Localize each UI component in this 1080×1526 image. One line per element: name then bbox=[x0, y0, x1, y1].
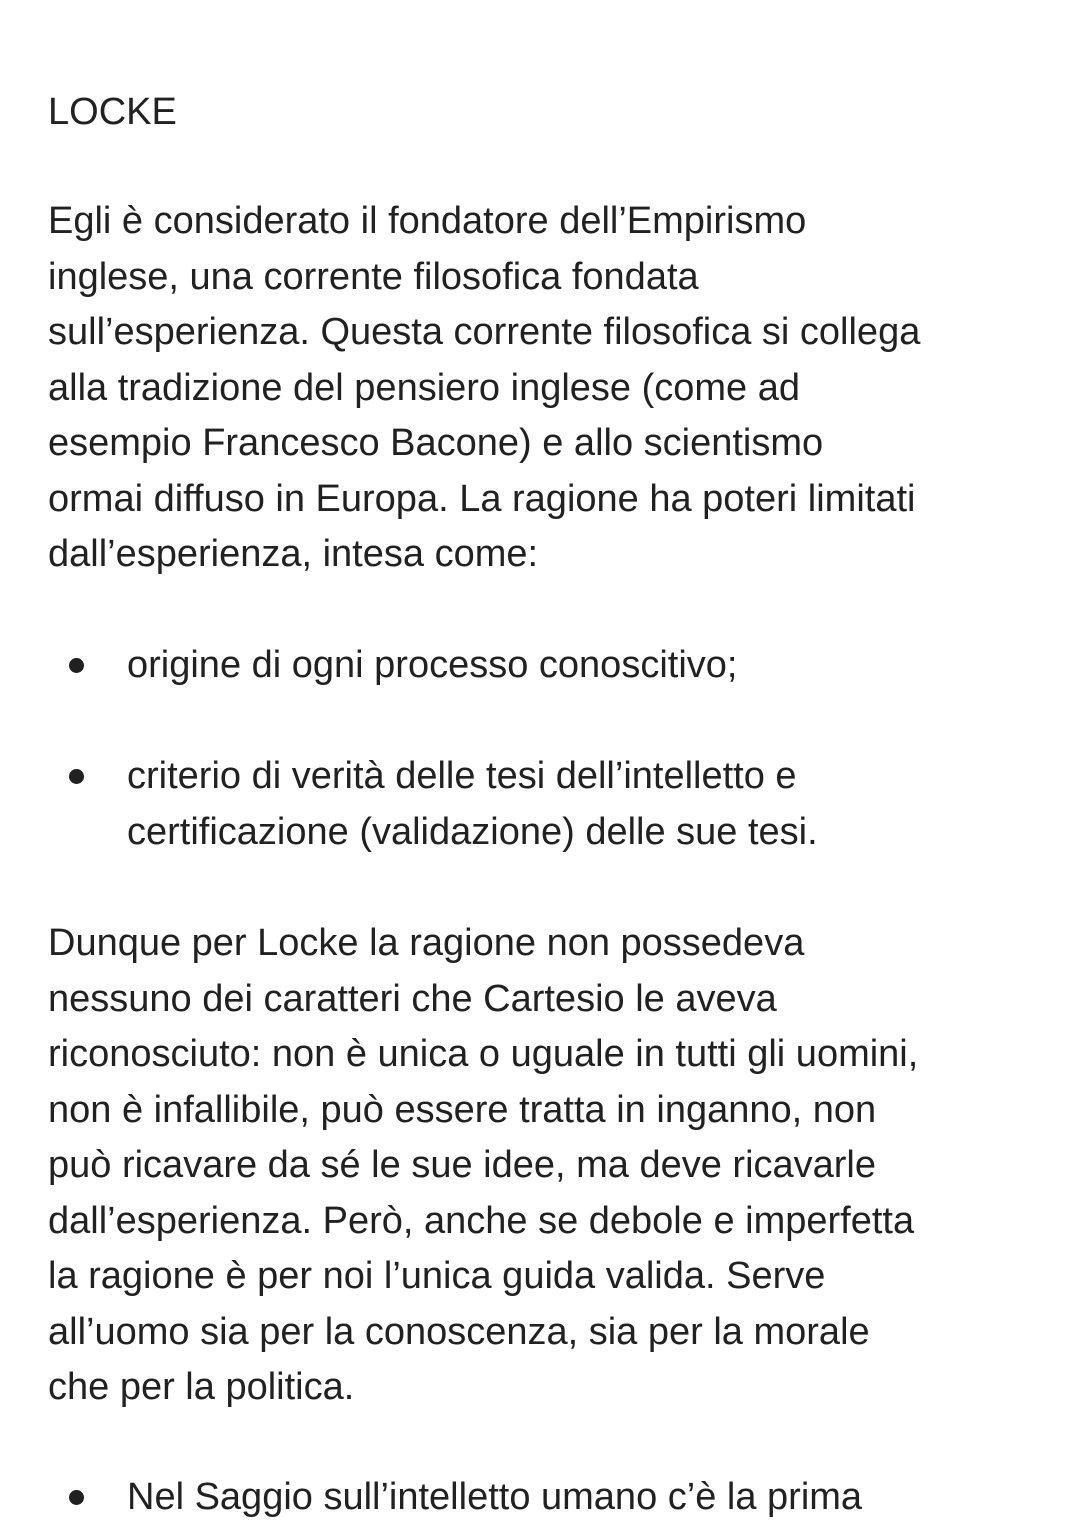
paragraph-conclusion: Dunque per Locke la ragione non possedeva nessuno dei caratteri che Cartesio le aveva riconosciuto: non è unica o uguale in tutti gli uomini, non è infallibile, può essere tratta in inganno, non può ricavare da sé le sue idee, ma deve ricavarle dall’esperienza. Però, anche se debole e imperfetta la ragione è per noi l’unica guida valida. Serve all’uomo sia per la conoscenza, sia per la morale che per la politica. bbox=[48, 922, 919, 1408]
list-item-text: criterio di verità delle tesi dell’intelletto e certificazione (validazione) delle sue tesi. bbox=[127, 755, 818, 853]
list-item-text: Nel Saggio sull’intelletto umano c’è la prima bbox=[127, 1476, 863, 1518]
bullet-icon bbox=[69, 658, 84, 673]
page-title: LOCKE bbox=[48, 91, 177, 133]
bullet-icon bbox=[69, 1490, 84, 1505]
bullet-icon bbox=[69, 769, 84, 784]
list-item-text: origine di ogni processo conoscitivo; bbox=[127, 644, 738, 686]
paragraph-intro: Egli è considerato il fondatore dell’Empirismo inglese, una corrente filosofica fondata sull’esperienza. Questa corrente filosofica si collega alla tradizione del pensiero inglese (come ad esempio Francesco Bacone) e allo scientismo ormai diffuso in Europa. La ragione ha poteri limitati dall’esperienza, intesa come: bbox=[48, 200, 921, 575]
